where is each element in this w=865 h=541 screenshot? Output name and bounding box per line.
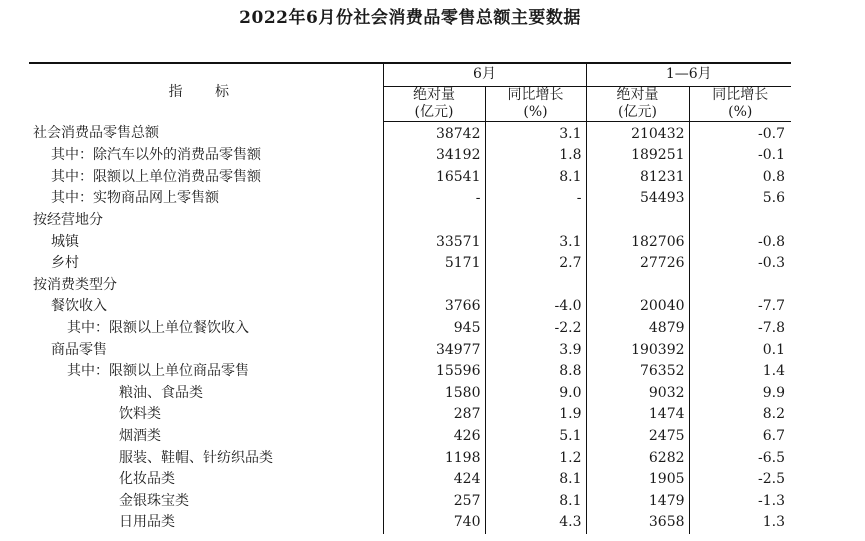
- month-yoy-cell: 1.2: [485, 448, 586, 470]
- ytd-absolute-header: 绝对量 (亿元): [586, 86, 689, 121]
- ytd-absolute-cell: 1479: [586, 491, 689, 513]
- ytd-yoy-cell: -7.8: [758, 319, 786, 336]
- month-absolute-cell: 3766: [383, 296, 485, 318]
- table-row: [29, 340, 791, 362]
- ytd-absolute-cell: [586, 275, 689, 297]
- ytd-absolute-cell: 9032: [586, 383, 689, 405]
- month-absolute-cell: 34192: [383, 145, 485, 167]
- row-label: 其中：限额以上单位餐饮收入: [29, 318, 383, 340]
- ytd-yoy-cell: [689, 210, 791, 232]
- row-label: 其中：除汽车以外的消费品零售额: [29, 145, 383, 167]
- row-label: 粮油、食品类: [29, 383, 383, 405]
- ytd-absolute-cell: 2475: [586, 426, 689, 448]
- month-absolute-cell: 33571: [383, 232, 485, 254]
- month-absolute-cell: 1198: [383, 448, 485, 470]
- ytd-yoy-cell: -7.7: [758, 298, 786, 315]
- table-row: [29, 121, 791, 145]
- ytd-yoy-cell: 8.2: [762, 406, 786, 423]
- page-title: 2022年6月份社会消费品零售总额主要数据: [239, 8, 581, 28]
- ytd-absolute-cell: 1474: [586, 404, 689, 426]
- row-label: 其中：限额以上单位消费品零售额: [29, 167, 383, 189]
- ytd-yoy-cell: -2.5: [758, 471, 786, 488]
- table-row: [29, 404, 791, 426]
- table-row: [29, 361, 791, 383]
- month-yoy-cell: [485, 210, 586, 232]
- month-yoy-cell: 8.1: [485, 167, 586, 189]
- ytd-absolute-cell: 210432: [586, 121, 689, 145]
- row-label: 日用品类: [29, 512, 383, 534]
- month-yoy-cell: 3.1: [485, 121, 586, 145]
- table-section-row: [29, 275, 791, 297]
- ytd-yoy-header: 同比增长 (%): [689, 86, 791, 121]
- month-absolute-cell: 5171: [383, 253, 485, 275]
- month-absolute-cell: -: [383, 188, 485, 210]
- ytd-yoy-cell: 0.1: [762, 341, 786, 358]
- month-absolute-cell: 945: [383, 318, 485, 340]
- ytd-absolute-cell: 3658: [586, 512, 689, 534]
- ytd-yoy-cell: 6.7: [762, 427, 786, 444]
- month-yoy-cell: 1.9: [485, 404, 586, 426]
- month-absolute-cell: 1580: [383, 383, 485, 405]
- month-yoy-cell: 8.1: [485, 469, 586, 491]
- table-row: [29, 491, 791, 513]
- month-absolute-cell: [383, 210, 485, 232]
- indicator-column-header: 指 标: [29, 63, 383, 121]
- row-label: 饮料类: [29, 404, 383, 426]
- month-yoy-header: 同比增长 (%): [485, 86, 586, 121]
- ytd-yoy-cell: -0.1: [758, 147, 786, 164]
- month-yoy-cell: 4.3: [485, 512, 586, 534]
- ytd-absolute-cell: 81231: [586, 167, 689, 189]
- ytd-yoy-cell: -6.5: [758, 449, 786, 466]
- month-group-header: 6月: [383, 63, 586, 86]
- table-row: [29, 318, 791, 340]
- month-yoy-cell: 3.9: [485, 340, 586, 362]
- ytd-yoy-cell: 0.8: [762, 168, 786, 185]
- month-yoy-cell: 2.7: [485, 253, 586, 275]
- month-absolute-cell: 424: [383, 469, 485, 491]
- ytd-absolute-cell: 20040: [586, 296, 689, 318]
- ytd-absolute-cell: 76352: [586, 361, 689, 383]
- ytd-group-header: 1—6月: [586, 63, 791, 86]
- month-yoy-cell: 3.1: [485, 232, 586, 254]
- ytd-absolute-cell: 4879: [586, 318, 689, 340]
- table-row: [29, 296, 791, 318]
- table-row: [29, 383, 791, 405]
- table-row: [29, 469, 791, 491]
- ytd-yoy-cell: -1.3: [758, 492, 786, 509]
- table-section-row: [29, 210, 791, 232]
- ytd-yoy-cell: 5.6: [762, 190, 786, 207]
- month-absolute-cell: 38742: [383, 121, 485, 145]
- ytd-yoy-cell: 1.3: [762, 514, 786, 531]
- month-absolute-cell: 287: [383, 404, 485, 426]
- ytd-absolute-cell: 27726: [586, 253, 689, 275]
- table-row: [29, 145, 791, 167]
- ytd-absolute-cell: 6282: [586, 448, 689, 470]
- row-label: 服装、鞋帽、针纺织品类: [29, 448, 383, 470]
- row-label: 商品零售: [29, 340, 383, 362]
- ytd-yoy-cell: 9.9: [762, 384, 786, 401]
- table-row: [29, 426, 791, 448]
- ytd-yoy-cell: -0.3: [758, 255, 786, 272]
- month-absolute-header: 绝对量 (亿元): [383, 86, 485, 121]
- ytd-yoy-cell: -0.8: [758, 233, 786, 250]
- ytd-absolute-cell: [586, 210, 689, 232]
- row-label: 城镇: [29, 232, 383, 254]
- table-row: [29, 448, 791, 470]
- row-label: 其中：限额以上单位商品零售: [29, 361, 383, 383]
- ytd-absolute-cell: 190392: [586, 340, 689, 362]
- month-absolute-cell: 426: [383, 426, 485, 448]
- ytd-yoy-cell: -0.7: [758, 125, 786, 142]
- month-absolute-cell: 15596: [383, 361, 485, 383]
- month-absolute-cell: [383, 275, 485, 297]
- ytd-absolute-cell: 182706: [586, 232, 689, 254]
- row-label: 金银珠宝类: [29, 491, 383, 513]
- ytd-yoy-cell: 1.4: [762, 363, 786, 380]
- month-yoy-cell: -: [485, 188, 586, 210]
- row-label: 餐饮收入: [29, 296, 383, 318]
- month-yoy-cell: 1.8: [485, 145, 586, 167]
- table-row: [29, 512, 791, 534]
- row-label: 烟酒类: [29, 426, 383, 448]
- retail-sales-table: [29, 62, 791, 534]
- row-label: 乡村: [29, 253, 383, 275]
- month-yoy-cell: -2.2: [485, 318, 586, 340]
- ytd-yoy-cell: [689, 275, 791, 297]
- row-label: 其中：实物商品网上零售额: [29, 188, 383, 210]
- ytd-absolute-cell: 189251: [586, 145, 689, 167]
- month-yoy-cell: 5.1: [485, 426, 586, 448]
- table-row: [29, 253, 791, 275]
- section-label: 按消费类型分: [29, 275, 383, 297]
- table-row: [29, 167, 791, 189]
- month-absolute-cell: 257: [383, 491, 485, 513]
- month-yoy-cell: [485, 275, 586, 297]
- row-label: 社会消费品零售总额: [29, 121, 383, 145]
- section-label: 按经营地分: [29, 210, 383, 232]
- month-absolute-cell: 740: [383, 512, 485, 534]
- table-row: [29, 188, 791, 210]
- month-absolute-cell: 16541: [383, 167, 485, 189]
- table-row: [29, 232, 791, 254]
- month-yoy-cell: -4.0: [485, 296, 586, 318]
- month-yoy-cell: 8.8: [485, 361, 586, 383]
- ytd-absolute-cell: 54493: [586, 188, 689, 210]
- month-absolute-cell: 34977: [383, 340, 485, 362]
- month-yoy-cell: 9.0: [485, 383, 586, 405]
- row-label: 化妆品类: [29, 469, 383, 491]
- month-yoy-cell: 8.1: [485, 491, 586, 513]
- ytd-absolute-cell: 1905: [586, 469, 689, 491]
